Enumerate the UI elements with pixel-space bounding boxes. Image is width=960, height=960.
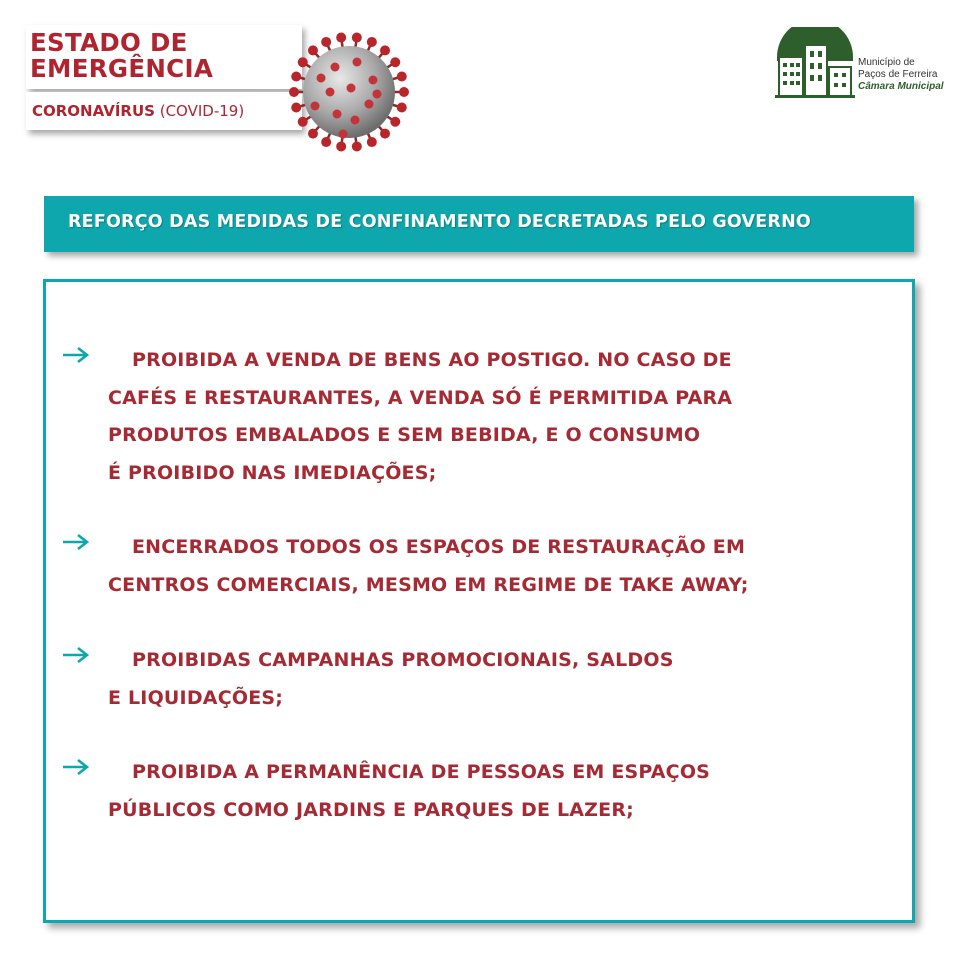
title-card <box>26 25 302 89</box>
measures-box <box>43 279 915 923</box>
measures-banner <box>44 196 914 252</box>
measure-text: ENCERRADOS TODOS OS ESPAÇOS DE RESTAURAÇÃO EM CENTROS COMERCIAIS, MESMO EM REGIME DE TAKE AWAY; <box>108 536 749 596</box>
title-line-2: EMERGÊNCIA <box>30 54 214 83</box>
subtitle-card <box>26 92 302 130</box>
arrow-right-icon <box>61 644 91 666</box>
coronavirus-icon <box>285 22 410 160</box>
municipal-building-logo <box>775 27 855 99</box>
arrow-right-icon <box>61 531 91 553</box>
banner-title: REFORÇO DAS MEDIDAS DE CONFINAMENTO DECRETADAS PELO GOVERNO <box>68 212 811 232</box>
measure-text: PROIBIDAS CAMPANHAS PROMOCIONAIS, SALDOS E LIQUIDAÇÕES; <box>108 649 674 709</box>
subtitle-light: (COVID-19) <box>159 102 245 120</box>
measure-text: PROIBIDA A VENDA DE BENS AO POSTIGO. NO CASO DE CAFÉS E RESTAURANTES, A VENDA SÓ É PERMITIDA PARA PRODUTOS EMBALADOS E SEM BEBIDA, E O CONSUMO É PROIBIDO NAS IMEDIAÇÕES; <box>108 349 733 484</box>
arrow-right-icon <box>61 756 91 778</box>
subtitle <box>32 101 244 121</box>
title-line-1: ESTADO DE <box>30 28 188 57</box>
measure-text: PROIBIDA A PERMANÊNCIA DE PESSOAS EM ESPAÇOS PÚBLICOS COMO JARDINS E PARQUES DE LAZER; <box>108 761 711 821</box>
logo-line-3: Câmara Municipal <box>858 81 944 92</box>
municipal-logo-text <box>858 57 958 93</box>
logo-line-1: Município de <box>858 57 915 68</box>
logo-line-2: Paços de Ferreira <box>858 69 938 80</box>
arrow-right-icon <box>61 344 91 366</box>
subtitle-strong: CORONAVÍRUS <box>32 102 155 120</box>
